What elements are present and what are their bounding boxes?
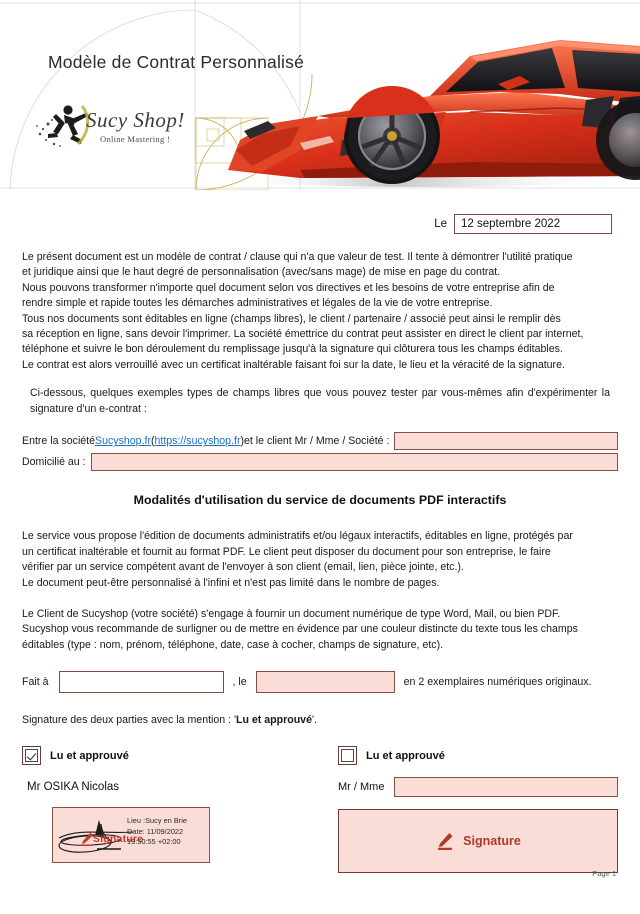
date-label: Le [434, 218, 447, 230]
checkbox-row-right[interactable] [338, 746, 618, 765]
domicile-row [22, 453, 618, 471]
checkbox-label-right: Lu et approuvé [366, 749, 445, 762]
signature-block-right [320, 746, 618, 873]
section-heading: Modalités d'utilisation du service de documents PDF interactifs [133, 493, 507, 508]
stamp-signature-label: Signature [93, 833, 144, 846]
logo-wordmark: Sucy Shop! [86, 108, 185, 132]
entre-suffix-label: et le client Mr / Mme / Société : [244, 435, 390, 448]
checkbox-right[interactable] [338, 746, 357, 765]
intro-line: Tous nos documents sont éditables en ligne (champs libres), le client / partenaire / associé peut ainsi le remplir dès [22, 312, 561, 325]
signature-button-label: Signature [463, 834, 521, 849]
company-link[interactable]: Sucyshop.fr [95, 435, 151, 448]
stamp-lieu: Lieu :Sucy en Brie [127, 816, 187, 826]
date-field[interactable]: 12 septembre 2022 [454, 214, 612, 234]
checkbox-left[interactable] [22, 746, 41, 765]
section-line: Le document peut-être personnalisé à l'infini et n'est pas limité dans le nombre de pages. [22, 576, 440, 589]
intro-line: et juridique ainsi que le haut degré de personnalisation (avec/sans mage) de mise en page du contrat. [22, 266, 501, 279]
date-row [22, 214, 618, 234]
company-url-link[interactable]: https://sucyshop.fr [154, 435, 241, 448]
intro-line: téléphone et suivre le bon déroulement du remplissage jusqu'à la signature qui clôturera tous les champs éditables. [22, 343, 563, 356]
mention-line [22, 714, 618, 726]
stamp-date: Date: 11/09/2022 [127, 826, 184, 836]
client-name-field[interactable] [394, 432, 618, 450]
intro-line: Le présent document est un modèle de contrat / clause qui n'a que valeur de test. Il tente à démontrer l'utilité pratique [22, 251, 573, 263]
parties-row [22, 432, 618, 450]
page-footer: Page 1 [592, 869, 616, 878]
intro-line: rendre simple et rapide toutes les démarches administratives et légales de la vie de votre entreprise. [22, 297, 493, 310]
checkbox-row-left[interactable] [22, 746, 320, 765]
stamp-certificate-text [127, 816, 187, 848]
mention-prefix: Signature des deux parties avec la mention : ' [22, 714, 237, 727]
section-line: Sucyshop vous recommande de surligner ou de mettre en évidence par une couleur distincte du texte tous les champs [22, 623, 578, 636]
mrmme-field[interactable] [394, 777, 618, 797]
document-header-banner [0, 0, 640, 190]
le-label: , le [232, 676, 247, 689]
document-body [0, 214, 640, 873]
url-open-paren: ( [150, 435, 155, 448]
header-title: Modèle de Contrat Personnalisé [48, 52, 305, 72]
intro-line: Le contrat est alors verrouillé avec un certificat inaltérable faisant foi sur la date, le lieu et la véracité de la signature. [22, 358, 565, 371]
entre-prefix-label: Entre la société [22, 435, 96, 448]
signature-area [22, 746, 618, 873]
section-line: vérifier par un service compétent avant de l'envoyer à son client (email, lien, pièce jointe, etc.). [22, 561, 464, 574]
fait-a-label: Fait à [22, 676, 49, 689]
fait-a-row [22, 671, 618, 693]
mrmme-row [338, 777, 618, 797]
mention-bold: Lu et approuvé [236, 714, 312, 727]
logo-tagline: Online Mastering ! [100, 134, 171, 144]
section-line: éditables (type : nom, prénom, téléphone, date, case à cocher, champs de signature, etc). [22, 638, 444, 651]
mrmme-label: Mr / Mme [338, 781, 385, 794]
domicile-field[interactable] [91, 453, 618, 471]
signature-stamp[interactable] [52, 807, 210, 863]
signature-button[interactable] [338, 809, 618, 873]
stamp-time: 19:50:55 +02:00 [127, 837, 181, 847]
intro-line: sa réception en ligne, sans devoir l'imprimer. La société émettrice du contrat peut assister en direct le client par internet, [22, 328, 584, 341]
signer-name-left: Mr OSIKA Nicolas [27, 781, 120, 794]
section-paragraph-2 [22, 607, 618, 653]
checkbox-label-left: Lu et approuvé [50, 749, 129, 762]
company-logo [34, 100, 184, 158]
checkbox-inner-right [341, 749, 354, 762]
url-close-paren: ) [240, 435, 245, 448]
fait-a-tail-label: en 2 exemplaires numériques originaux. [403, 676, 592, 689]
intro-paragraph [22, 250, 618, 373]
section-line: Le service vous propose l'édition de documents administratifs et/ou légaux interactifs, éditables en ligne, protégés par [22, 530, 573, 543]
header-graphic [0, 0, 640, 190]
intro-line: Nous pouvons transformer n'importe quel document selon vos directives et les besoins de votre entreprise afin de [22, 281, 555, 294]
ci-dessous-paragraph: Ci-dessous, quelques exemples types de champs libres que vous pouvez tester par vous-mêmes afin d'expérimenter la signature d'un e-contrat : [30, 387, 610, 415]
section-paragraph-1 [22, 529, 618, 591]
domicile-label: Domicilié au : [22, 456, 86, 469]
checkmark-icon [25, 749, 38, 762]
section-line: un certificat inaltérable et fournit au format PDF. Le client peut disposer du document pour son entreprise, le faire [22, 545, 551, 558]
mention-suffix: '. [311, 714, 317, 727]
section-line: Le Client de Sucyshop (votre société) s'engage à fournir un document numérique de type Word, Mail, ou bien PDF. [22, 608, 561, 621]
signature-block-left [22, 746, 320, 873]
pen-icon [435, 831, 455, 851]
fait-a-date-field[interactable] [256, 671, 395, 693]
fait-a-place-field[interactable] [59, 671, 224, 693]
